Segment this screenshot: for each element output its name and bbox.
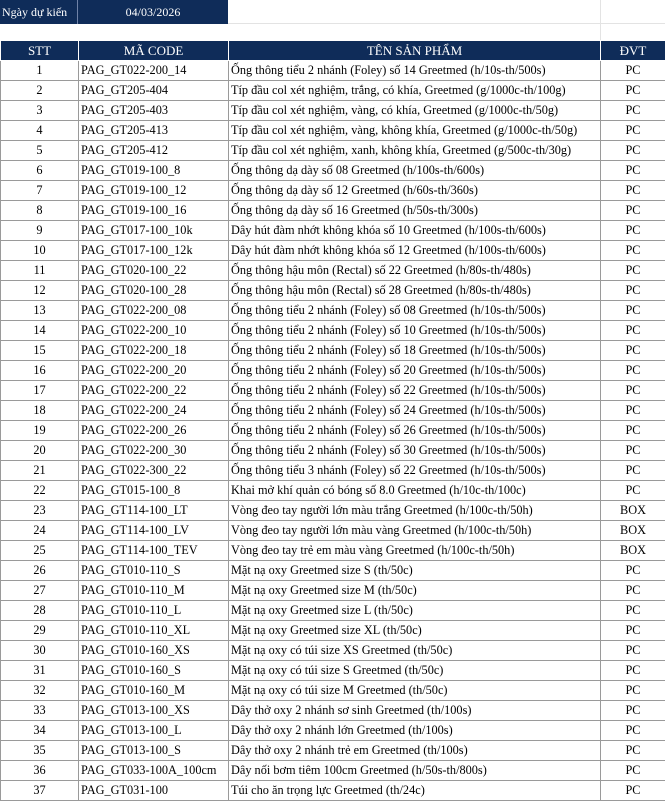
cell-stt[interactable]: 9 [1,221,79,241]
table-row [1,261,665,281]
cell-unit[interactable]: PC [601,121,665,141]
cell-product-name[interactable]: Vòng đeo tay người lớn màu vàng Greetmed (h/100c-th/50h) [229,521,601,541]
cell-stt[interactable]: 11 [1,261,79,281]
cell-stt[interactable]: 29 [1,621,79,641]
table-row [1,341,665,361]
cell-unit[interactable]: PC [601,621,665,641]
cell-code[interactable]: PAG_GT114-100_LV [79,521,229,541]
cell-unit[interactable]: PC [601,341,665,361]
table-row [1,761,665,781]
cell-stt[interactable]: 6 [1,161,79,181]
cell-product-name[interactable]: Típ đầu col xét nghiệm, vàng, có khía, Greetmed (g/1000c-th/50g) [229,101,601,121]
cell-stt[interactable]: 36 [1,761,79,781]
cell-code[interactable]: PAG_GT017-100_12k [79,241,229,261]
table-row [1,621,665,641]
cell-stt[interactable]: 5 [1,141,79,161]
cell-code[interactable]: PAG_GT010-110_L [79,601,229,621]
cell-stt[interactable]: 18 [1,401,79,421]
table-row [1,201,665,221]
cell-product-name[interactable]: Dây hút đàm nhớt không khóa số 10 Greetmed (h/100s-th/600s) [229,221,601,241]
cell-code[interactable]: PAG_GT010-160_M [79,681,229,701]
column-header-code[interactable]: MÃ CODE [79,41,229,61]
cell-unit[interactable]: PC [601,401,665,421]
cell-code[interactable]: PAG_GT010-110_S [79,561,229,581]
cell-unit[interactable]: PC [601,261,665,281]
cell-code[interactable]: PAG_GT013-100_L [79,721,229,741]
table-header-row [1,41,665,61]
table-row [1,401,665,421]
cell-stt[interactable]: 26 [1,561,79,581]
cell-code[interactable]: PAG_GT020-100_28 [79,281,229,301]
cell-code[interactable]: PAG_GT031-100 [79,781,229,801]
cell-stt[interactable]: 23 [1,501,79,521]
cell-product-name[interactable]: Ống thông tiểu 2 nhánh (Foley) số 08 Greetmed (h/10s-th/500s) [229,301,601,321]
cell-unit[interactable]: PC [601,201,665,221]
cell-code[interactable]: PAG_GT013-100_XS [79,701,229,721]
cell-product-name[interactable]: Ống thông hậu môn (Rectal) số 22 Greetmed (h/80s-th/480s) [229,261,601,281]
cell-unit[interactable]: PC [601,741,665,761]
cell-unit[interactable]: BOX [601,521,665,541]
cell-code[interactable]: PAG_GT022-300_22 [79,461,229,481]
cell-product-name[interactable]: Mặt nạ oxy Greetmed size S (th/50c) [229,561,601,581]
cell-stt[interactable]: 25 [1,541,79,561]
cell-stt[interactable]: 22 [1,481,79,501]
cell-code[interactable]: PAG_GT022-200_18 [79,341,229,361]
cell-unit[interactable]: PC [601,481,665,501]
cell-stt[interactable]: 7 [1,181,79,201]
cell-unit[interactable]: PC [601,301,665,321]
cell-code[interactable]: PAG_GT017-100_10k [79,221,229,241]
table-row [1,641,665,661]
table-row [1,561,665,581]
cell-product-name[interactable]: Khai mở khí quản có bóng số 8.0 Greetmed (h/10c-th/100c) [229,481,601,501]
table-row [1,181,665,201]
cell-code[interactable]: PAG_GT019-100_8 [79,161,229,181]
cell-stt[interactable]: 27 [1,581,79,601]
cell-code[interactable]: PAG_GT020-100_22 [79,261,229,281]
table-row [1,541,665,561]
cell-stt[interactable]: 8 [1,201,79,221]
column-header-stt[interactable]: STT [1,41,79,61]
cell-stt[interactable]: 4 [1,121,79,141]
cell-product-name[interactable]: Ống thông dạ dày số 16 Greetmed (h/50s-th/300s) [229,201,601,221]
table-row [1,321,665,341]
cell-stt[interactable]: 16 [1,361,79,381]
table-row [1,521,665,541]
cell-code[interactable]: PAG_GT205-403 [79,101,229,121]
cell-product-name[interactable]: Dây hút đàm nhớt không khóa số 12 Greetmed (h/100s-th/600s) [229,241,601,261]
cell-stt[interactable]: 28 [1,601,79,621]
cell-product-name[interactable]: Ống thông hậu môn (Rectal) số 28 Greetmed (h/80s-th/480s) [229,281,601,301]
cell-product-name[interactable]: Ống thông tiểu 2 nhánh (Foley) số 10 Greetmed (h/10s-th/500s) [229,321,601,341]
cell-unit[interactable]: PC [601,441,665,461]
cell-stt[interactable]: 19 [1,421,79,441]
cell-code[interactable]: PAG_GT015-100_8 [79,481,229,501]
cell-code[interactable]: PAG_GT022-200_24 [79,401,229,421]
cell-code[interactable]: PAG_GT205-412 [79,141,229,161]
table-row [1,661,665,681]
cell-unit[interactable]: PC [601,241,665,261]
cell-code[interactable]: PAG_GT022-200_26 [79,421,229,441]
table-row [1,721,665,741]
table-row [1,61,665,81]
cell-product-name[interactable]: Mặt nạ oxy Greetmed size XL (th/50c) [229,621,601,641]
table-row [1,161,665,181]
expected-date-label[interactable]: Ngày dự kiến [0,0,77,24]
cell-product-name[interactable]: Mặt nạ oxy có túi size M Greetmed (th/50c) [229,681,601,701]
cell-code[interactable]: PAG_GT019-100_12 [79,181,229,201]
cell-code[interactable]: PAG_GT022-200_08 [79,301,229,321]
table-row [1,361,665,381]
table-row [1,701,665,721]
cell-product-name[interactable]: Mặt nạ oxy có túi size S Greetmed (th/50c) [229,661,601,681]
table-row [1,581,665,601]
cell-product-name[interactable]: Mặt nạ oxy có túi size XS Greetmed (th/50c) [229,641,601,661]
cell-product-name[interactable]: Dây thở oxy 2 nhánh lớn Greetmed (th/100s) [229,721,601,741]
expected-date-value[interactable]: 04/03/2026 [77,0,228,24]
cell-code[interactable]: PAG_GT022-200_22 [79,381,229,401]
cell-unit[interactable]: BOX [601,541,665,561]
cell-unit[interactable]: PC [601,381,665,401]
table-row [1,461,665,481]
column-header-unit[interactable]: ĐVT [601,41,665,61]
cell-unit[interactable]: PC [601,721,665,741]
cell-code[interactable]: PAG_GT019-100_16 [79,201,229,221]
cell-stt[interactable]: 34 [1,721,79,741]
cell-product-name[interactable]: Ống thông dạ dày số 12 Greetmed (h/60s-th/360s) [229,181,601,201]
date-header-bar [0,0,665,24]
cell-unit[interactable]: PC [601,321,665,341]
cell-unit[interactable]: PC [601,661,665,681]
table-row [1,681,665,701]
cell-stt[interactable]: 33 [1,701,79,721]
cell-code[interactable]: PAG_GT022-200_20 [79,361,229,381]
cell-product-name[interactable]: Túi cho ăn trọng lực Greetmed (th/24c) [229,781,601,801]
cell-stt[interactable]: 2 [1,81,79,101]
cell-stt[interactable]: 13 [1,301,79,321]
cell-product-name[interactable]: Ống thông tiểu 3 nhánh (Foley) số 22 Greetmed (h/10s-th/500s) [229,461,601,481]
cell-stt[interactable]: 15 [1,341,79,361]
table-row [1,781,665,801]
cell-stt[interactable]: 35 [1,741,79,761]
cell-unit[interactable]: PC [601,761,665,781]
cell-unit[interactable]: PC [601,461,665,481]
cell-unit[interactable]: PC [601,681,665,701]
cell-stt[interactable]: 17 [1,381,79,401]
cell-stt[interactable]: 20 [1,441,79,461]
cell-product-name[interactable]: Ống thông tiểu 2 nhánh (Foley) số 14 Greetmed (h/10s-th/500s) [229,61,601,81]
cell-stt[interactable]: 32 [1,681,79,701]
cell-unit[interactable]: PC [601,641,665,661]
table-row [1,81,665,101]
cell-product-name[interactable]: Ống thông tiểu 2 nhánh (Foley) số 30 Greetmed (h/10s-th/500s) [229,441,601,461]
table-row [1,481,665,501]
cell-unit[interactable]: PC [601,221,665,241]
cell-product-name[interactable]: Dây thở oxy 2 nhánh trẻ em Greetmed (th/100s) [229,741,601,761]
cell-product-name[interactable]: Típ đầu col xét nghiệm, xanh, không khía, Greetmed (g/500c-th/30g) [229,141,601,161]
cell-unit[interactable]: PC [601,181,665,201]
table-row [1,281,665,301]
cell-unit[interactable]: PC [601,61,665,81]
cell-product-name[interactable]: Ống thông tiểu 2 nhánh (Foley) số 26 Greetmed (h/10s-th/500s) [229,421,601,441]
table-row [1,741,665,761]
cell-product-name[interactable]: Típ đầu col xét nghiệm, vàng, không khía, Greetmed (g/1000c-th/50g) [229,121,601,141]
table-row [1,141,665,161]
table-row [1,121,665,141]
table-row [1,381,665,401]
cell-product-name[interactable]: Dây thở oxy 2 nhánh sơ sinh Greetmed (th/100s) [229,701,601,721]
cell-product-name[interactable]: Ống thông tiểu 2 nhánh (Foley) số 24 Greetmed (h/10s-th/500s) [229,401,601,421]
cell-code[interactable]: PAG_GT114-100_LT [79,501,229,521]
table-row [1,441,665,461]
cell-code[interactable]: PAG_GT010-160_S [79,661,229,681]
cell-product-name[interactable]: Mặt nạ oxy Greetmed size M (th/50c) [229,581,601,601]
table-row [1,501,665,521]
table-row [1,101,665,121]
cell-unit[interactable]: PC [601,581,665,601]
table-row [1,421,665,441]
cell-stt[interactable]: 31 [1,661,79,681]
cell-unit[interactable]: PC [601,701,665,721]
cell-code[interactable]: PAG_GT205-404 [79,81,229,101]
cell-stt[interactable]: 3 [1,101,79,121]
cell-code[interactable]: PAG_GT205-413 [79,121,229,141]
table-row [1,601,665,621]
cell-code[interactable]: PAG_GT022-200_30 [79,441,229,461]
cell-unit[interactable]: PC [601,281,665,301]
cell-stt[interactable]: 24 [1,521,79,541]
cell-code[interactable]: PAG_GT114-100_TEV [79,541,229,561]
cell-code[interactable]: PAG_GT010-110_M [79,581,229,601]
cell-product-name[interactable]: Ống thông tiểu 2 nhánh (Foley) số 22 Greetmed (h/10s-th/500s) [229,381,601,401]
column-header-name[interactable]: TÊN SẢN PHẨM [229,41,601,61]
cell-stt[interactable]: 1 [1,61,79,81]
table-row [1,221,665,241]
cell-code[interactable]: PAG_GT010-110_XL [79,621,229,641]
cell-stt[interactable]: 21 [1,461,79,481]
cell-product-name[interactable]: Mặt nạ oxy Greetmed size L (th/50c) [229,601,601,621]
cell-code[interactable]: PAG_GT013-100_S [79,741,229,761]
cell-code[interactable]: PAG_GT022-200_10 [79,321,229,341]
cell-unit[interactable]: BOX [601,501,665,521]
cell-unit[interactable]: PC [601,421,665,441]
cell-product-name[interactable]: Dây nối bơm tiêm 100cm Greetmed (h/50s-th/800s) [229,761,601,781]
cell-stt[interactable]: 14 [1,321,79,341]
cell-unit[interactable]: PC [601,781,665,801]
cell-product-name[interactable]: Ống thông tiểu 2 nhánh (Foley) số 18 Greetmed (h/10s-th/500s) [229,341,601,361]
cell-unit[interactable]: PC [601,161,665,181]
cell-stt[interactable]: 37 [1,781,79,801]
empty-gridline [600,0,601,40]
cell-unit[interactable]: PC [601,361,665,381]
cell-unit[interactable]: PC [601,101,665,121]
cell-code[interactable]: PAG_GT010-160_XS [79,641,229,661]
cell-stt[interactable]: 30 [1,641,79,661]
cell-code[interactable]: PAG_GT033-100A_100cm [79,761,229,781]
cell-product-name[interactable]: Típ đầu col xét nghiệm, trắng, có khía, Greetmed (g/1000c-th/100g) [229,81,601,101]
cell-product-name[interactable]: Ống thông dạ dày số 08 Greetmed (h/100s-th/600s) [229,161,601,181]
cell-product-name[interactable]: Ống thông tiểu 2 nhánh (Foley) số 20 Greetmed (h/10s-th/500s) [229,361,601,381]
cell-unit[interactable]: PC [601,141,665,161]
cell-unit[interactable]: PC [601,601,665,621]
table-row [1,301,665,321]
cell-product-name[interactable]: Vòng đeo tay người lớn màu trắng Greetmed (h/100c-th/50h) [229,501,601,521]
cell-unit[interactable]: PC [601,561,665,581]
cell-stt[interactable]: 12 [1,281,79,301]
product-table [0,40,665,801]
cell-code[interactable]: PAG_GT022-200_14 [79,61,229,81]
cell-stt[interactable]: 10 [1,241,79,261]
cell-product-name[interactable]: Vòng đeo tay trẻ em màu vàng Greetmed (h/100c-th/50h) [229,541,601,561]
cell-unit[interactable]: PC [601,81,665,101]
table-row [1,241,665,261]
